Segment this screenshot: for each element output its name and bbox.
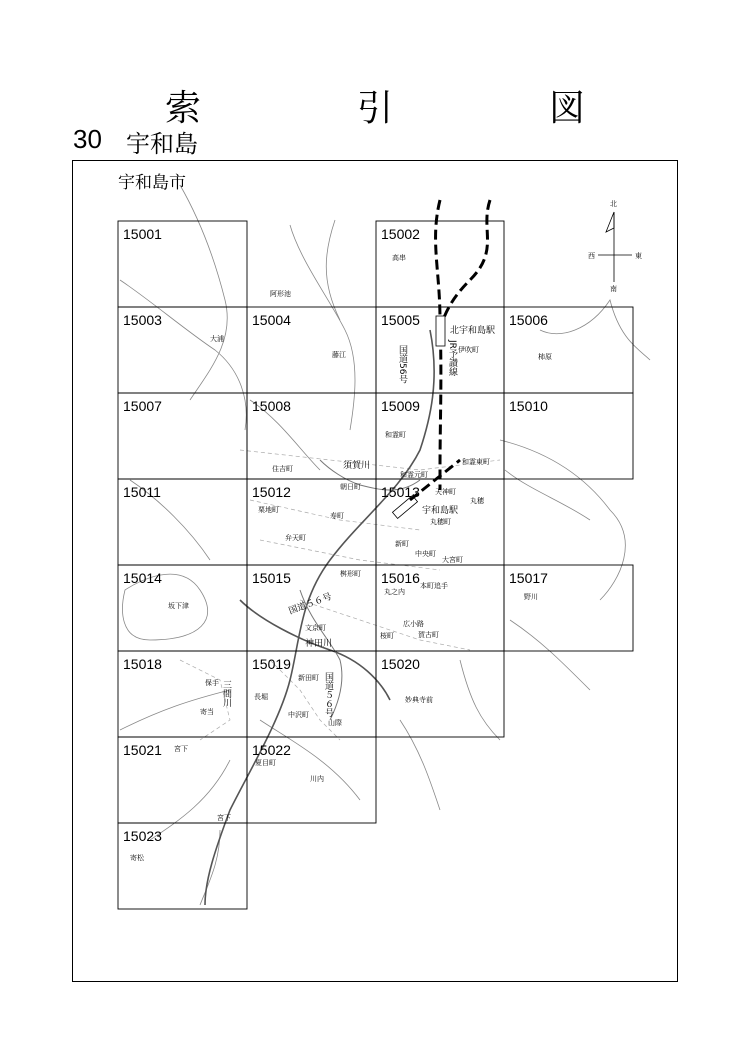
- place-label: 中沢町: [288, 711, 309, 719]
- place-label: 神田川: [305, 639, 333, 649]
- place-label: 新田町: [298, 674, 319, 682]
- sheet-number: 15022: [252, 742, 291, 758]
- place-label: 国道５６号: [287, 592, 334, 617]
- kita-uwajima-station-mark: [436, 316, 445, 346]
- city-name: 宇和島市: [118, 173, 186, 193]
- sheet-number: 15006: [509, 312, 548, 328]
- place-label: 住吉町: [272, 465, 293, 473]
- place-label: 妙典寺前: [405, 696, 433, 704]
- place-label: 阿形池: [270, 290, 291, 298]
- place-label: 夏目町: [255, 759, 276, 767]
- place-label: 藤江: [332, 351, 346, 359]
- place-label: 朝日町: [340, 483, 361, 491]
- sheet-number: 15017: [509, 570, 548, 586]
- place-label: 栗地町: [258, 506, 279, 514]
- place-label: 山際: [328, 719, 342, 727]
- place-label: 国道56号: [397, 345, 407, 384]
- place-label: 大宮町: [442, 556, 463, 564]
- place-label: 中央町: [415, 550, 436, 558]
- sheet-number: 15015: [252, 570, 291, 586]
- place-label: 文京町: [305, 624, 326, 632]
- sheet-number: 15004: [252, 312, 291, 328]
- place-label: 広小路: [403, 620, 424, 628]
- document-place-name: 宇和島: [126, 130, 198, 158]
- sheet-number: 15002: [381, 226, 420, 242]
- place-label: 宮下: [174, 745, 188, 753]
- place-label: 須賀川: [343, 461, 371, 471]
- sheet-number: 15012: [252, 484, 291, 500]
- place-label: 宇和島駅: [422, 506, 459, 516]
- place-label: 丸之内: [384, 588, 405, 596]
- place-label: 賀古町: [418, 631, 439, 639]
- sheet-number: 15018: [123, 656, 162, 672]
- sheet-number: 15005: [381, 312, 420, 328]
- place-label: 本町追手: [420, 582, 448, 590]
- compass-west: 西: [588, 252, 595, 260]
- sheet-number: 15007: [123, 398, 162, 414]
- sheet-number: 15001: [123, 226, 162, 242]
- place-labels: [130, 253, 552, 862]
- place-label: 柿原: [538, 353, 552, 361]
- place-label: 坂下津: [168, 602, 189, 610]
- place-label: 丸穂町: [430, 518, 451, 526]
- place-label: 和霊元町: [400, 471, 428, 479]
- place-label: 大浦: [210, 335, 224, 343]
- place-label: 丸穂: [470, 497, 484, 505]
- sheet-number: 15011: [123, 484, 161, 500]
- place-label: 寄松: [130, 854, 144, 862]
- sheet-number: 15008: [252, 398, 291, 414]
- sheet-number: 15020: [381, 656, 420, 672]
- place-label: 伊吹町: [458, 346, 479, 354]
- place-label: 保手: [205, 679, 219, 687]
- place-label: 三間川: [221, 680, 231, 707]
- place-label: 北宇和島駅: [450, 326, 496, 336]
- sheet-number: 15014: [123, 570, 162, 586]
- place-label: 桜町: [380, 632, 394, 640]
- sheet-number: 15010: [509, 398, 548, 414]
- place-label: 国道５６号: [323, 672, 333, 717]
- place-label: 寿町: [330, 512, 344, 520]
- place-label: 宮下: [217, 814, 231, 822]
- page-title: 索 引 図: [164, 88, 645, 129]
- place-label: 寄当: [200, 708, 214, 716]
- place-label: 桝形町: [340, 570, 361, 578]
- place-label: 天神町: [435, 488, 456, 496]
- place-label: 川内: [310, 775, 324, 783]
- sheet-number: 15013: [381, 484, 420, 500]
- place-label: 長堀: [254, 693, 268, 701]
- compass-icon: [588, 199, 642, 293]
- jr-railway-branch: [440, 200, 490, 330]
- place-label: 和霊町: [385, 431, 406, 439]
- place-label: JR予讃線: [447, 340, 457, 376]
- document-number: 30: [73, 124, 102, 154]
- compass-north: 北: [610, 200, 617, 208]
- road-network: [120, 185, 650, 905]
- place-label: 新町: [395, 540, 409, 548]
- sheet-number: 15019: [252, 656, 291, 672]
- national-route-56: [205, 330, 434, 905]
- sheet-number: 15023: [123, 828, 162, 844]
- sheet-number: 15003: [123, 312, 162, 328]
- sheet-number: 15009: [381, 398, 420, 414]
- place-label: 高串: [392, 254, 406, 262]
- sheet-number: 15016: [381, 570, 420, 586]
- place-label: 野川: [524, 593, 538, 601]
- compass-south: 南: [610, 285, 617, 293]
- place-label: 弁天町: [285, 534, 306, 542]
- compass-east: 東: [635, 252, 642, 260]
- place-label: 和霊東町: [462, 458, 490, 466]
- sheet-number: 15021: [123, 742, 162, 758]
- coastal-road: [240, 600, 390, 700]
